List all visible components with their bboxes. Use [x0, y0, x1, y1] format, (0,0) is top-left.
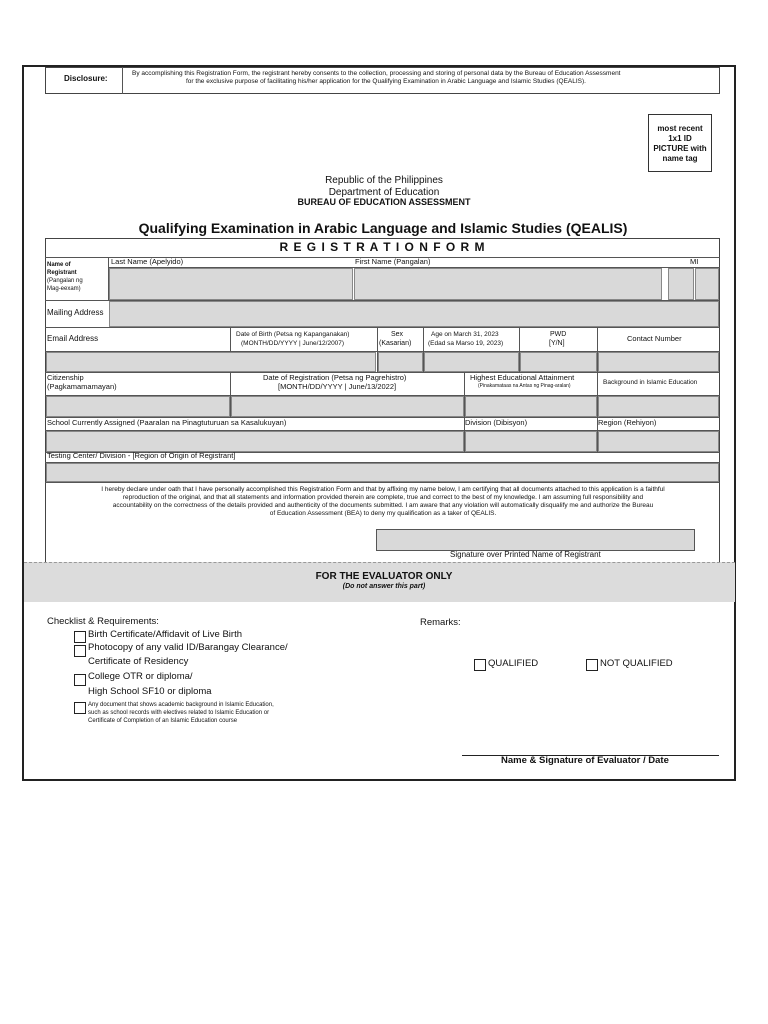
age-label: (Edad sa Marso 19, 2023)	[428, 340, 504, 347]
checklist-item: High School SF10 or diploma	[88, 686, 212, 697]
sex-label: (Kasarian)	[379, 340, 412, 347]
sex-field[interactable]	[378, 352, 423, 372]
region-field[interactable]	[598, 431, 719, 452]
school-field[interactable]	[46, 431, 464, 452]
evaluator-title: FOR THE EVALUATOR ONLY	[315, 571, 453, 582]
registrant-signature-label: Signature over Printed Name of Registrant	[450, 550, 601, 559]
college-otr-checkbox[interactable]	[74, 674, 86, 686]
citizenship-label: (Pagkamamamayan)	[47, 382, 117, 391]
oath-text: of Education Assessment (BEA) to deny my qualification as a taker of QEALIS.	[269, 510, 497, 517]
oath-text: I hereby declare under oath that I have personally accomplished this Registration Form and that by affixing my name below, I am certifying that all documents attached to this application is a faithful	[101, 486, 665, 493]
checklist-item: Birth Certificate/Affidavit of Live Birth	[88, 629, 242, 640]
mailing-address-label: Mailing Address	[47, 308, 104, 317]
mi-field-2[interactable]	[695, 268, 719, 300]
pwd-label: [Y/N]	[549, 340, 565, 347]
registration-date-label: Date of Registration (Petsa ng Pagrehistro)	[263, 373, 407, 382]
dob-format-label: (MONTH/DD/YYYY | June/12/2007)	[241, 340, 345, 347]
first-name-label: First Name (Pangalan)	[355, 257, 431, 266]
testing-center-field[interactable]	[46, 463, 719, 482]
photo-box-text: PICTURE with	[653, 144, 707, 153]
checklist-item: such as school records with electives related to Islamic Education or	[88, 710, 270, 716]
name-label: (Pangalan ng	[47, 278, 83, 284]
school-label: School Currently Assigned (Paaralan na Pinagtuturuan sa Kasalukuyan)	[47, 418, 287, 427]
mi-field-1[interactable]	[668, 268, 694, 300]
disclosure-text-2: for the exclusive purpose of facilitating his/her application for the Qualifying Examination in Arabic Language and Islamic Studies (QEALIS).	[186, 78, 586, 85]
education-label: (Pinakamataas na Antas ng Pinag-aralan)	[478, 383, 571, 389]
valid-id-checkbox[interactable]	[74, 645, 86, 657]
evaluator-header-band	[24, 562, 735, 602]
oath-text: accountability on the correctness of the details provided and authenticity of the documents submitted. I am aware that any violation will automatically disqualify me and authorize the Bureau	[112, 502, 654, 509]
not-qualified-checkbox[interactable]	[586, 659, 598, 671]
age-label: Age on March 31, 2023	[431, 331, 499, 338]
age-field[interactable]	[424, 352, 519, 372]
registration-date-format-label: [MONTH/DD/YYYY | June/13/2022]	[278, 382, 397, 391]
contact-field[interactable]	[598, 352, 719, 372]
islamic-background-label: Background in Islamic Education	[603, 379, 698, 386]
oath-text: reproduction of the original, and that all statements and information provided therein are complete, true and correct to the best of my knowledge. I am assuming full responsibility and	[122, 494, 644, 501]
islamic-education-checkbox[interactable]	[74, 702, 86, 714]
disclosure-label: Disclosure:	[64, 74, 108, 83]
checklist-item: Photocopy of any valid ID/Barangay Clearance/	[88, 642, 288, 653]
education-field[interactable]	[465, 396, 597, 417]
pwd-field[interactable]	[520, 352, 597, 372]
email-field[interactable]	[46, 352, 376, 372]
birth-certificate-checkbox[interactable]	[74, 631, 86, 643]
name-label: Registrant	[47, 270, 77, 276]
division-field[interactable]	[465, 431, 597, 452]
evaluator-signature-label: Name & Signature of Evaluator / Date	[501, 755, 669, 766]
photo-box-text: most recent	[657, 124, 703, 133]
qualified-label: QUALIFIED	[488, 658, 539, 669]
citizenship-label: Citizenship	[47, 373, 84, 382]
testing-center-label: Testing Center/ Division - [Region of Origin of Registrant]	[47, 451, 236, 460]
evaluator-subtitle: (Do not answer this part)	[342, 583, 426, 590]
photo-box-text: 1x1 ID	[668, 134, 692, 143]
disclosure-text-1: By accomplishing this Registration Form, the registrant hereby consents to the collection, processing and storing of personal data by the Bureau of Education Assessment	[132, 70, 621, 77]
email-label: Email Address	[47, 334, 99, 343]
qualified-checkbox[interactable]	[474, 659, 486, 671]
division-label: Division (Dibisyon)	[465, 418, 528, 427]
last-name-field[interactable]	[109, 268, 353, 300]
checklist-item: College OTR or diploma/	[88, 671, 193, 682]
sex-label: Sex	[391, 331, 404, 338]
page-title: Qualifying Examination in Arabic Language and Islamic Studies (QEALIS)	[138, 220, 628, 236]
islamic-background-field[interactable]	[598, 396, 719, 417]
header-bureau: BUREAU OF EDUCATION ASSESSMENT	[297, 197, 471, 207]
citizenship-field[interactable]	[46, 396, 230, 417]
education-label: Highest Educational Attainment	[470, 373, 575, 382]
mi-label: MI	[690, 257, 699, 266]
dob-label: Date of Birth (Petsa ng Kapanganakan)	[236, 331, 350, 338]
checklist-item: Any document that shows academic background in Islamic Education,	[88, 702, 274, 708]
form-title: R E G I S T R A T I O N F O R M	[279, 240, 486, 254]
registrant-signature-field[interactable]	[376, 529, 695, 551]
not-qualified-label: NOT QUALIFIED	[600, 658, 673, 669]
remarks-label: Remarks:	[420, 617, 461, 628]
mailing-address-field[interactable]	[109, 301, 719, 327]
first-name-field[interactable]	[354, 268, 662, 300]
header-department: Department of Education	[328, 187, 440, 198]
photo-box-text: name tag	[662, 154, 698, 163]
registration-date-field[interactable]	[231, 396, 464, 417]
last-name-label: Last Name (Apelyido)	[111, 257, 184, 266]
header-republic: Republic of the Philippines	[325, 175, 443, 186]
checklist-item: Certificate of Residency	[88, 656, 189, 667]
contact-label: Contact Number	[627, 334, 682, 343]
name-label: Mag-eexam)	[47, 286, 81, 292]
checklist-item: Certificate of Completion of an Islamic Education course	[88, 718, 238, 724]
name-label: Name of	[47, 262, 71, 268]
pwd-label: PWD	[550, 331, 567, 338]
checklist-label: Checklist & Requirements:	[47, 616, 159, 627]
region-label: Region (Rehiyon)	[598, 418, 657, 427]
